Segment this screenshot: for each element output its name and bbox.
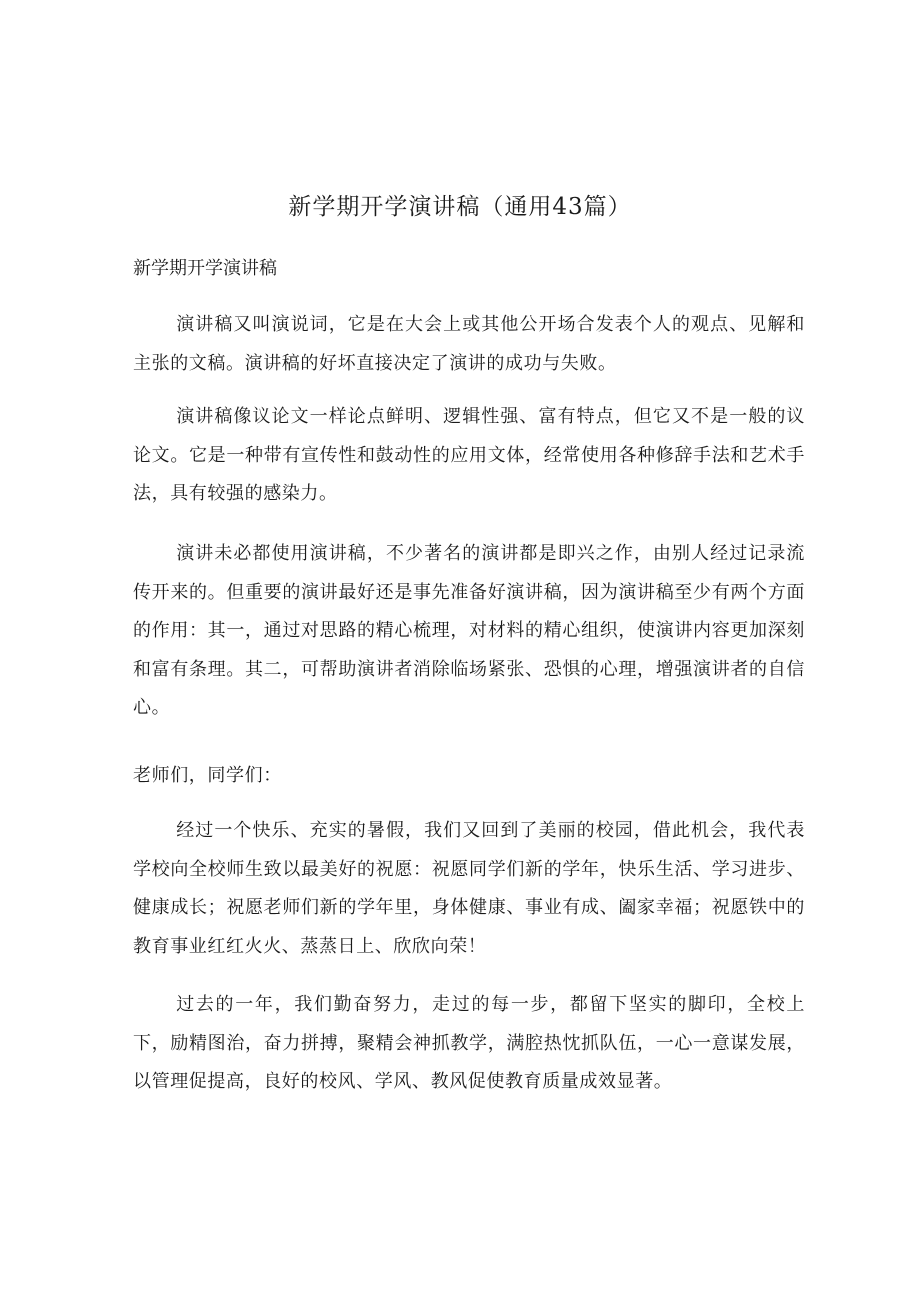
document-title: 新学期开学演讲稿（通用43篇） (288, 194, 632, 220)
paragraph-greetings: 经过一个快乐、充实的暑假，我们又回到了美丽的校园，借此机会，我代表学校向全校师生致以最美好的祝愿：祝愿同学们新的学年，快乐生活、学习进步、健康成长；祝愿老师们新的学年里，身体健康、事业有成、阖家幸福；祝愿铁中的教育事业红红火火、蒸蒸日上、欣欣向荣！ (133, 820, 805, 957)
paragraph-intro-purpose: 演讲未必都使用演讲稿，不少著名的演讲都是即兴之作，由别人经过记录流传开来的。但重要的演讲最好还是事先准备好演讲稿，因为演讲稿至少有两个方面的作用：其一，通过对思路的精心梳理，对材料的精心组织，使演讲内容更加深刻和富有条理。其二，可帮助演讲者消除临场紧张、恐惧的心理，增强演讲者的自信心。 (133, 543, 805, 718)
paragraph-intro-definition: 演讲稿又叫演说词，它是在大会上或其他公开场合发表个人的观点、见解和主张的文稿。演讲稿的好坏直接决定了演讲的成功与失败。 (133, 314, 805, 374)
document-subtitle: 新学期开学演讲稿 (133, 258, 277, 279)
salutation: 老师们，同学们： (133, 765, 282, 786)
paragraph-intro-style: 演讲稿像议论文一样论点鲜明、逻辑性强、富有特点，但它又不是一般的议论文。它是一种带有宣传性和鼓动性的应用文体，经常使用各种修辞手法和艺术手法，具有较强的感染力。 (133, 406, 805, 504)
paragraph-past-year: 过去的一年，我们勤奋努力，走过的每一步，都留下坚实的脚印，全校上下，励精图治，奋力拼搏，聚精会神抓教学，满腔热忱抓队伍，一心一意谋发展，以管理促提高，良好的校风、学风、教风促使教育质量成效显著。 (133, 994, 805, 1092)
